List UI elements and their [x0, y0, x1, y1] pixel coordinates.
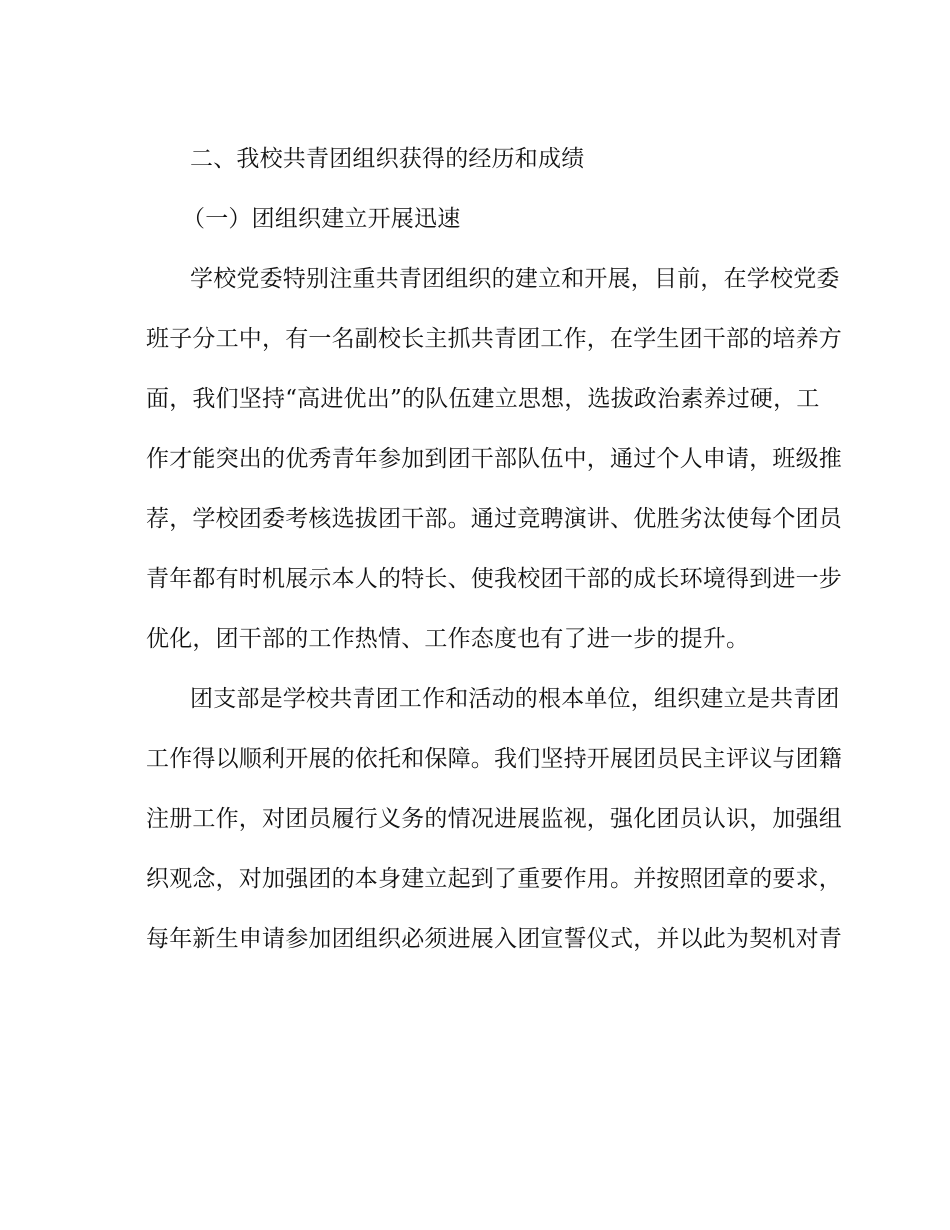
paragraph-line: 注册工作，对团员履行义务的情况进展监视，强化团员认识，加强组	[146, 806, 842, 832]
paragraph-line: 织观念，对加强团的本身建立起到了重要作用。并按照团章的要求，	[146, 866, 842, 892]
paragraph-line: 学校党委特别注重共青团组织的建立和开展，目前，在学校党委	[190, 266, 840, 292]
paragraph-line: 青年都有时机展示本人的特长、使我校团干部的成长环境得到进一步	[146, 566, 842, 592]
paragraph-line: 工作得以顺利开展的依托和保障。我们坚持开展团员民主评议与团籍	[146, 746, 842, 772]
paragraph-line: 面，我们坚持“高进优出”的队伍建立思想，选拔政治素养过硬，工	[146, 386, 820, 412]
paragraph-line: 作才能突出的优秀青年参加到团干部队伍中，通过个人申请，班级推	[146, 446, 842, 472]
paragraph-line: 班子分工中，有一名副校长主抓共青团工作，在学生团干部的培养方	[146, 326, 842, 352]
paragraph-line: 团支部是学校共青团工作和活动的根本单位，组织建立是共青团	[190, 686, 840, 712]
paragraph-line: 每年新生申请参加团组织必须进展入团宣誓仪式，并以此为契机对青	[146, 926, 842, 952]
subsection-heading: （一）团组织建立开展迅速	[182, 206, 461, 232]
section-heading: 二、我校共青团组织获得的经历和成绩	[190, 146, 585, 172]
paragraph-line: 优化，团干部的工作热情、工作态度也有了进一步的提升。	[146, 626, 750, 652]
paragraph-line: 荐，学校团委考核选拔团干部。通过竞聘演讲、优胜劣汰使每个团员	[146, 506, 842, 532]
